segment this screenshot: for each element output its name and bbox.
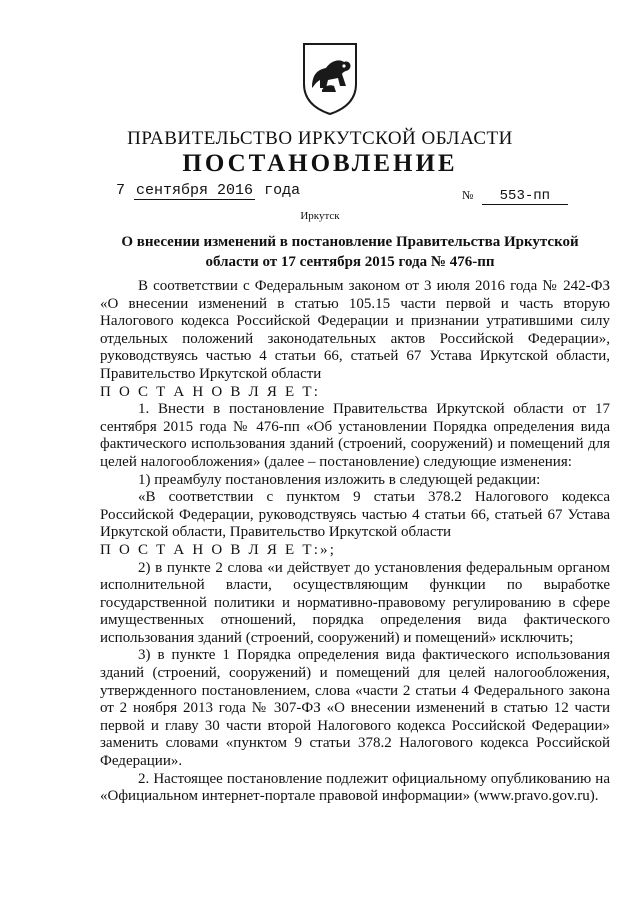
document-number: [462, 188, 568, 205]
date-day: 7: [116, 182, 126, 199]
city-name: Иркутск: [300, 210, 340, 222]
body-paragraph: В соответствии с Федеральным законом от 3 июля 2016 года № 242-ФЗ «О внесении изменений в статью 105.15 части первой и часть вторую Налогового кодекса Российской Федерации и признании утратившими силу отдельных положений законодательных актов Российской Федерации», руководствуясь частью 4 статьи 66, статьей 67 Устава Иркутской области, Правительство Иркутской области: [100, 278, 610, 382]
resolution-word: П О С Т А Н О В Л Я Е Т:»;: [100, 541, 337, 558]
organization-name: ПРАВИТЕЛЬСТВО ИРКУТСКОЙ ОБЛАСТИ: [127, 128, 513, 149]
body-paragraph: 1. Внести в постановление Правительства Иркутской области от 17 сентября 2015 года № 476-пп «Об установлении Порядка определения вида фактического использования зданий (строений, сооружений) и помещений для целей налогообложения» (далее – постановление) следующие изменения:: [100, 401, 610, 470]
body-paragraph: «В соответствии с пунктом 9 статьи 378.2 Налогового кодекса Российской Федерации, руководствуясь частью 4 статьи 66, статьей 67 Устава Иркутской области, Правительство Иркутской области: [100, 489, 610, 541]
irkutsk-coat-of-arms-icon: [300, 40, 360, 116]
body-paragraph: 1) преамбулу постановления изложить в следующей редакции:: [138, 471, 541, 488]
body-paragraph: 2) в пункте 2 слова «и действует до установления федеральным органом исполнительной власти, осуществляющим функции по выработке государственной политики и нормативно-правовому регулированию в сфере имущественных отношений, порядка определения вида фактического использования зданий (строений, сооружений) и помещений» исключить;: [100, 559, 610, 646]
date-month-year: сентября 2016: [136, 182, 254, 199]
resolution-word: П О С Т А Н О В Л Я Е Т:: [100, 383, 321, 400]
document-title: О внесении изменений в постановление Правительства Иркутской области от 17 сентября 2015 года № 476-пп: [121, 234, 579, 270]
document-type: ПОСТАНОВЛЕНИЕ: [182, 150, 458, 177]
date-suffix: года: [264, 182, 301, 199]
number-sign: №: [462, 188, 474, 202]
number-value: 553-пп: [482, 188, 568, 205]
document-date: [116, 182, 300, 199]
body-paragraph: 3) в пункте 1 Порядка определения вида фактического использования зданий (строений, сооружений) и помещений для целей налогообложения, утвержденного постановлением, слова «части 2 статьи 4 Федерального закона от 2 ноября 2013 года № 307-ФЗ «О внесении изменений в статью 12 части первой и главу 30 части второй Налогового кодекса Российской Федерации» заменить словами «пунктом 9 статьи 378.2 Налогового кодекса Российской Федерации».: [100, 647, 610, 770]
body-paragraph: 2. Настоящее постановление подлежит официальному опубликованию на «Официальном интернет-портале правовой информации» (www.pravo.gov.ru).: [100, 770, 610, 805]
document-body: [100, 278, 610, 806]
